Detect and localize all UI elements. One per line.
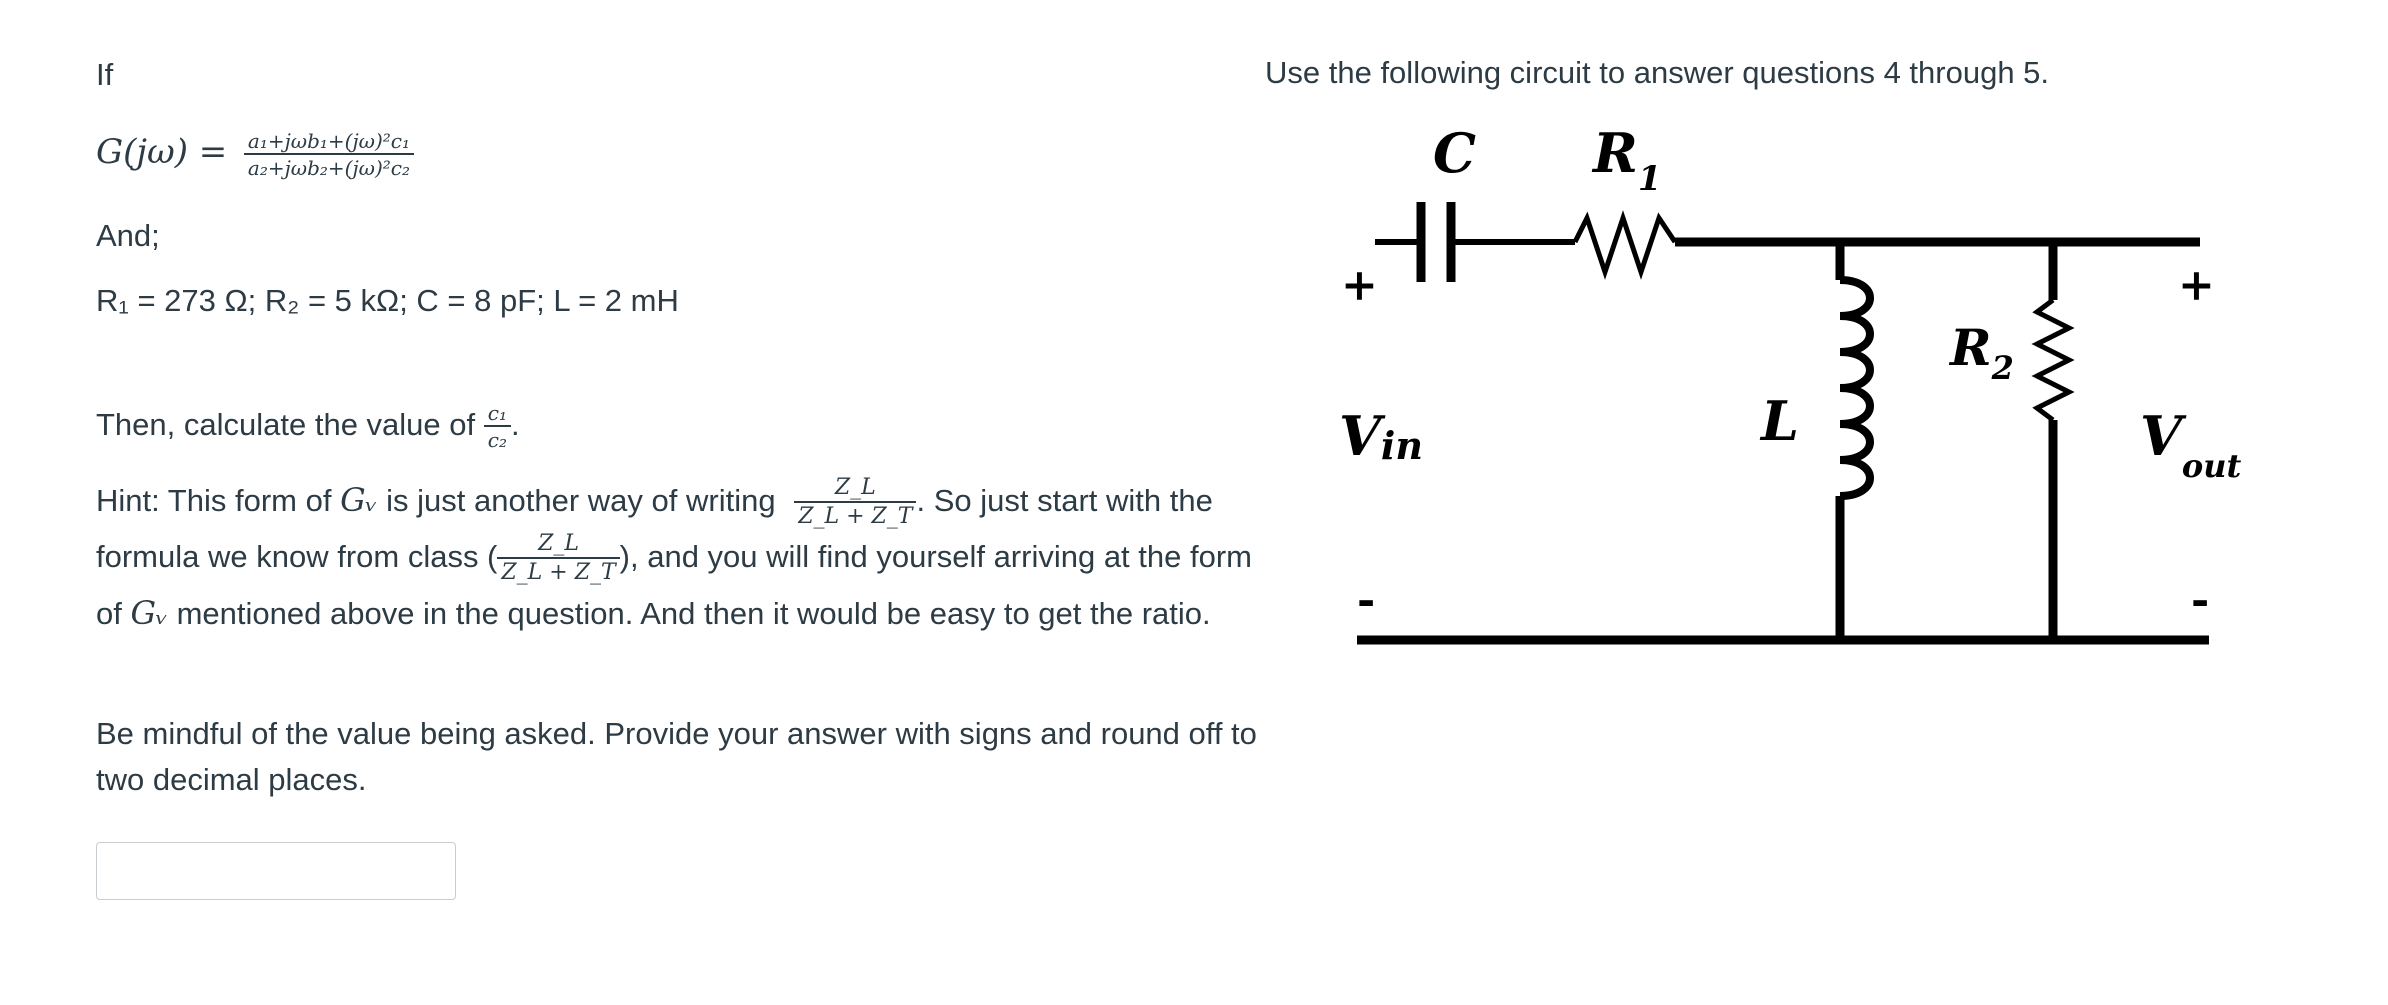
hint-fraction-denominator: Z_L + Z_T bbox=[501, 560, 616, 586]
transfer-function-numerator: a₁+jωb₁+(jω)²c₁ bbox=[244, 131, 414, 155]
ratio-denominator: c₂ bbox=[487, 428, 507, 453]
label-vout bbox=[2140, 404, 2242, 485]
label-vin-subscript: in bbox=[1380, 423, 1423, 468]
hint-line-3 bbox=[96, 590, 1211, 637]
and-text: And; bbox=[96, 218, 160, 253]
label-r1 bbox=[1591, 121, 1662, 199]
hint-fraction-denominator: Z_L + Z_T bbox=[798, 504, 913, 530]
intro-text: If bbox=[96, 57, 114, 92]
instructions-line-2: two decimal places. bbox=[96, 762, 367, 797]
hint-text: formula we know from class ( bbox=[96, 539, 498, 574]
label-plus-in: + bbox=[1341, 260, 1378, 311]
transfer-function bbox=[96, 122, 414, 183]
component-values: R₁ = 273 Ω; R₂ = 5 kΩ; C = 8 pF; L = 2 mH bbox=[96, 283, 679, 318]
resistor-r1 bbox=[1575, 218, 1675, 272]
circuit-heading: Use the following circuit to answer questions 4 through 5. bbox=[1265, 55, 2050, 90]
label-vout-subscript: out bbox=[2181, 447, 2242, 485]
hint-fraction bbox=[794, 477, 916, 528]
label-vin bbox=[1339, 404, 1423, 468]
transfer-function-fraction bbox=[244, 129, 414, 181]
hint-fraction-numerator: Z_L bbox=[794, 477, 916, 503]
label-plus-out: + bbox=[2178, 260, 2215, 311]
prompt-line bbox=[96, 395, 520, 455]
hint-text: mentioned above in the question. And then it would be easy to get the ratio. bbox=[176, 596, 1211, 631]
transfer-function-lhs: G(jω) = bbox=[96, 132, 228, 172]
label-minus-in: - bbox=[1357, 575, 1376, 626]
hint-line-2 bbox=[96, 528, 1252, 586]
label-r1-letter: R bbox=[1593, 121, 1638, 185]
gv-symbol: Gᵥ bbox=[130, 594, 168, 632]
hint-fraction-2 bbox=[497, 533, 619, 584]
hint-line-1 bbox=[96, 470, 1213, 531]
label-r1-subscript: 1 bbox=[1637, 159, 1662, 199]
ratio-numerator: c₁ bbox=[484, 403, 511, 427]
label-vin-letter: V bbox=[1339, 404, 1381, 468]
prompt-before: Then, calculate the value of bbox=[96, 407, 476, 442]
hint-text: Hint: This form of bbox=[96, 483, 332, 518]
label-vout-letter: V bbox=[2140, 404, 2182, 468]
gv-symbol: Gᵥ bbox=[340, 481, 378, 519]
circuit-diagram bbox=[1265, 110, 2365, 810]
label-r2-subscript: 2 bbox=[1991, 349, 2014, 387]
hint-fraction-numerator: Z_L bbox=[497, 533, 619, 559]
prompt-after: . bbox=[510, 407, 520, 442]
label-c: C bbox=[1433, 121, 1476, 185]
instructions-line-1: Be mindful of the value being asked. Provide your answer with signs and round off to bbox=[96, 716, 1257, 751]
hint-text: of bbox=[96, 596, 122, 631]
hint-text: is just another way of writing bbox=[386, 483, 776, 518]
label-minus-out: - bbox=[2191, 575, 2210, 626]
label-r2 bbox=[1948, 318, 2014, 387]
inductor-l bbox=[1840, 280, 1870, 496]
hint-text: ), and you will find yourself arriving at the form bbox=[619, 539, 1252, 574]
ratio-fraction bbox=[484, 401, 511, 453]
hint-text: . So just start with the bbox=[916, 483, 1213, 518]
answer-input[interactable] bbox=[96, 842, 456, 900]
resistor-r2 bbox=[2037, 300, 2069, 420]
label-r2-letter: R bbox=[1950, 318, 1992, 377]
label-l: L bbox=[1761, 389, 1799, 453]
transfer-function-denominator: a₂+jωb₂+(jω)²c₂ bbox=[247, 156, 411, 181]
circuit-labels bbox=[1339, 121, 2242, 626]
